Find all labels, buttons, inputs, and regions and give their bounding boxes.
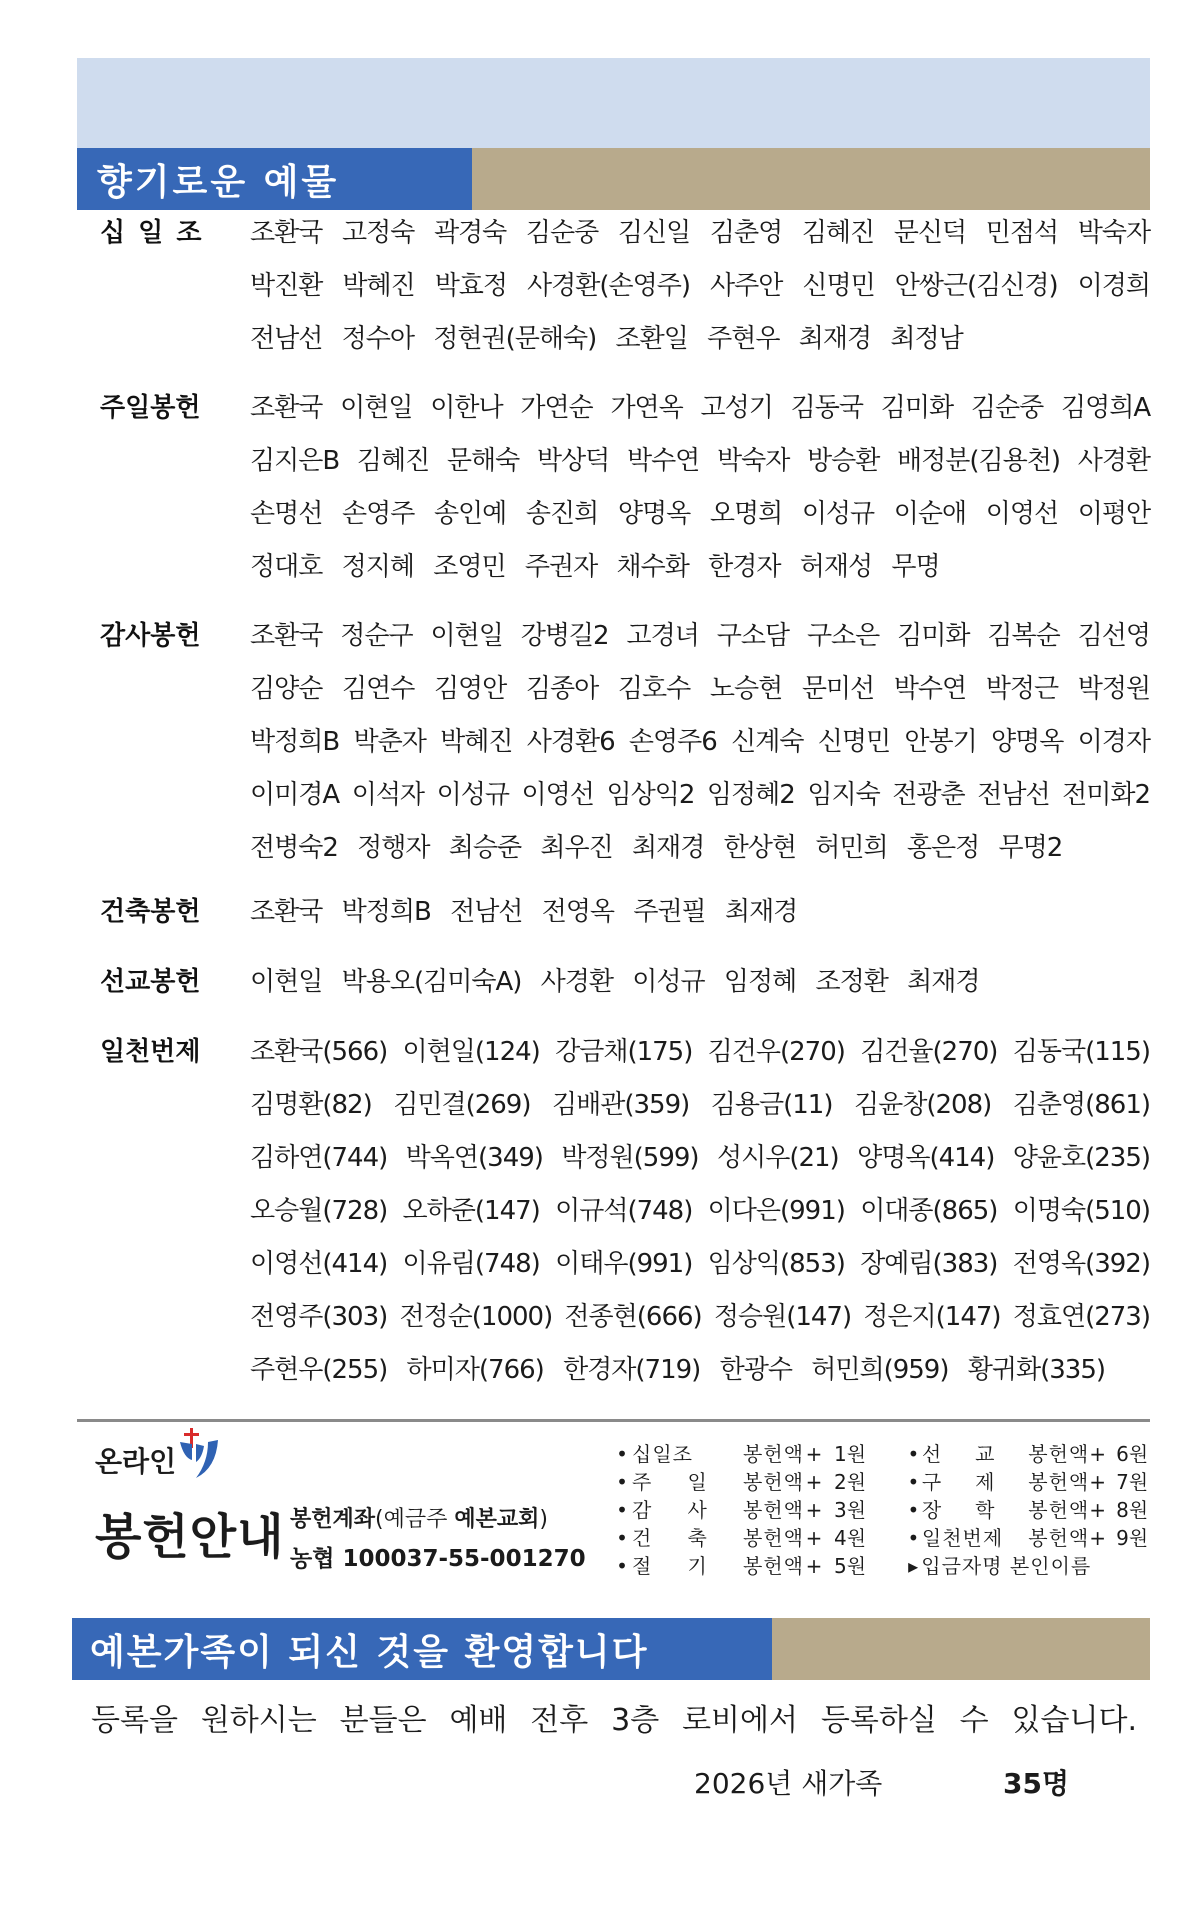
donor-name: 정효연(273)	[1012, 1302, 1150, 1332]
donor-name: 박정희B	[250, 727, 340, 757]
name-line	[250, 1238, 1150, 1291]
donor-name: 김건율(270)	[860, 1037, 998, 1067]
name-line	[250, 382, 1150, 435]
donor-name: 김영희A	[1060, 393, 1151, 423]
donor-name: 성시우(21)	[716, 1143, 839, 1173]
code-bullet: •	[907, 1470, 920, 1494]
offering-code-row	[905, 1440, 1155, 1468]
donor-name: 조환국(566)	[250, 1037, 388, 1067]
donor-name: 김배관(359)	[552, 1090, 690, 1120]
code-sep: +	[805, 1470, 823, 1494]
donor-name: 이성규	[632, 967, 705, 997]
donor-name: 김혜진	[356, 446, 430, 476]
code-name: 선 교 봉헌액	[921, 1442, 1090, 1466]
code-sep: +	[805, 1526, 823, 1550]
category-label: 주일봉헌	[100, 393, 201, 423]
code-sep: +	[1089, 1470, 1107, 1494]
donor-name: 이규석(748)	[555, 1196, 693, 1226]
church-logo-icon	[178, 1428, 220, 1480]
donor-name: 한상현	[723, 833, 797, 863]
offering-section-accent	[472, 148, 1150, 210]
code-name: 입금자명 본인이름	[921, 1554, 1092, 1578]
donor-name: 김복순	[987, 621, 1060, 651]
category-names	[250, 1026, 1150, 1397]
donor-name: 박정근	[985, 674, 1059, 704]
name-line	[250, 313, 1150, 366]
donor-name: 주권필	[633, 897, 706, 927]
offering-code-row	[905, 1552, 1155, 1580]
donor-name: 정대호	[250, 552, 323, 582]
welcome-section-accent	[772, 1618, 1150, 1680]
donor-name: 신계숙	[731, 727, 804, 757]
name-line	[250, 663, 1150, 716]
code-sep: +	[805, 1498, 823, 1522]
donor-name: 박진환	[250, 271, 323, 301]
donor-name: 정지혜	[341, 552, 414, 582]
donor-name: 양명옥	[617, 499, 691, 529]
donor-name: 김윤창(208)	[854, 1090, 992, 1120]
offering-codes-right	[905, 1440, 1155, 1580]
donor-name: 민점석	[985, 218, 1059, 248]
code-sep: +	[805, 1442, 823, 1466]
code-sep: +	[1089, 1526, 1107, 1550]
donor-name: 조환국	[250, 621, 323, 651]
account-label-main: 봉헌계좌	[290, 1507, 376, 1532]
donor-name: 김민결(269)	[393, 1090, 531, 1120]
category-names	[250, 886, 1150, 939]
donor-name: 박춘자	[353, 727, 426, 757]
code-sep: +	[1089, 1442, 1107, 1466]
new-family-count: 35명	[1003, 1767, 1070, 1800]
donor-name: 구소은	[806, 621, 880, 651]
name-line	[250, 1185, 1150, 1238]
donor-name: 이영선	[521, 780, 594, 810]
code-sep: +	[805, 1554, 823, 1578]
name-line	[250, 956, 1150, 1009]
name-line	[250, 769, 1150, 822]
donor-name: 정현권(문해숙)	[433, 324, 597, 354]
donor-name: 이명숙(510)	[1012, 1196, 1150, 1226]
name-line	[250, 886, 1150, 939]
donor-name: 조환국	[250, 897, 323, 927]
code-bullet: •	[616, 1526, 628, 1550]
donor-name: 박정원(599)	[561, 1143, 699, 1173]
donor-name: 박상덕	[536, 446, 610, 476]
donor-name: 강금채(175)	[555, 1037, 693, 1067]
donor-name: 정수아	[341, 324, 414, 354]
donor-name: 손영주6	[628, 727, 717, 757]
donor-name: 김영안	[433, 674, 507, 704]
donor-name: 이경희	[1077, 271, 1151, 301]
donor-name: 이다은(991)	[707, 1196, 845, 1226]
donor-name: 한경자	[708, 552, 781, 582]
donor-name: 손명선	[250, 499, 323, 529]
offering-code-row	[612, 1552, 912, 1580]
donor-name: 김하연(744)	[250, 1143, 388, 1173]
donor-name: 김양순	[250, 674, 323, 704]
code-won: 1원	[834, 1442, 867, 1466]
donor-name: 고경녀	[626, 621, 699, 651]
account-holder-name: 예본교회	[454, 1507, 540, 1532]
donor-name: 김명환(82)	[250, 1090, 372, 1120]
donor-name: 주권자	[524, 552, 598, 582]
code-name: 건 축 봉헌액	[632, 1526, 804, 1550]
new-family-label: 2026년 새가족	[694, 1767, 883, 1800]
donor-name: 노승현	[709, 674, 783, 704]
name-line	[250, 488, 1150, 541]
code-won: 4원	[834, 1526, 867, 1550]
donor-name: 배정분(김용천)	[897, 446, 1061, 476]
donor-name: 임지숙	[807, 780, 880, 810]
welcome-section-title: 예본가족이 되신 것을 환영합니다	[72, 1618, 772, 1680]
donor-name: 이미경A	[250, 780, 340, 810]
category-label: 십 일 조	[100, 218, 204, 248]
donor-name: 양윤호(235)	[1012, 1143, 1151, 1173]
donor-name: 이영선	[985, 499, 1059, 529]
donor-name: 송인예	[433, 499, 507, 529]
donor-name: 전영옥(392)	[1012, 1249, 1150, 1279]
code-name: 장 학 봉헌액	[921, 1498, 1090, 1522]
donor-name: 전미화2	[1062, 780, 1151, 810]
donor-name: 박숙자	[1077, 218, 1151, 248]
donor-name: 김호수	[617, 674, 691, 704]
donor-name: 박용오(김미숙A)	[341, 967, 522, 997]
registration-notice: 등록을 원하시는 분들은 예배 전후 3층 로비에서 등록하실 수 있습니다.	[91, 1703, 1137, 1738]
donor-name: 무명	[891, 552, 940, 582]
donor-name: 사경환	[540, 967, 614, 997]
donor-name: 한경자(719)	[563, 1355, 701, 1385]
name-line	[250, 541, 1150, 594]
donor-name: 김동국(115)	[1012, 1037, 1150, 1067]
donor-name: 김미화	[897, 621, 970, 651]
donor-name: 이영선(414)	[250, 1249, 388, 1279]
name-line	[250, 207, 1150, 260]
donor-name: 문미선	[801, 674, 875, 704]
code-name: 구 제 봉헌액	[921, 1470, 1090, 1494]
donor-name: 이평안	[1077, 499, 1151, 529]
donor-name: 김지은B	[250, 446, 340, 476]
online-label: 온라인	[95, 1445, 177, 1478]
donor-name: 전광춘	[892, 780, 965, 810]
donor-name: 오하준(147)	[402, 1196, 540, 1226]
offering-code-row	[612, 1440, 912, 1468]
donor-name: 최재경	[632, 833, 705, 863]
code-won: 6원	[1116, 1442, 1149, 1466]
code-won: 8원	[1116, 1498, 1149, 1522]
name-line	[250, 1344, 1150, 1397]
donor-name: 조환국	[250, 393, 323, 423]
code-bullet: •	[616, 1442, 628, 1466]
donor-name: 임상익(853)	[707, 1249, 845, 1279]
donor-name: 이경자	[1077, 727, 1151, 757]
code-bullet: •	[616, 1498, 628, 1522]
donor-name: 임정혜2	[706, 780, 795, 810]
name-line	[250, 435, 1150, 488]
offering-codes-left	[612, 1440, 912, 1580]
donor-name: 허민희	[815, 833, 888, 863]
donor-name: 이성규	[801, 499, 875, 529]
donor-name: 이태우(991)	[555, 1249, 693, 1279]
code-bullet: •	[907, 1442, 920, 1466]
code-won: 3원	[834, 1498, 867, 1522]
donor-name: 박수연	[893, 674, 967, 704]
donor-name: 하미자(766)	[406, 1355, 544, 1385]
donor-name: 최승준	[448, 833, 522, 863]
donor-name: 사경환(손영주)	[527, 271, 691, 301]
donor-name: 김순중	[525, 218, 599, 248]
category-label: 감사봉헌	[100, 621, 201, 651]
code-won: 7원	[1116, 1470, 1149, 1494]
donor-name: 이성규	[436, 780, 509, 810]
donor-name: 손영주	[341, 499, 415, 529]
donor-name: 가연순	[520, 393, 593, 423]
donor-name: 박옥연(349)	[405, 1143, 543, 1173]
donor-name: 김미화	[880, 393, 954, 423]
donor-name: 무명2	[998, 833, 1063, 863]
donor-name: 고정숙	[341, 218, 415, 248]
donor-name: 박숙자	[716, 446, 790, 476]
category-label: 선교봉헌	[100, 967, 201, 997]
code-bullet: •	[616, 1554, 628, 1578]
donor-name: 이현일	[340, 393, 413, 423]
code-bullet: •	[616, 1470, 628, 1494]
donor-name: 한광수	[719, 1355, 792, 1385]
account-holder-suffix: )	[539, 1507, 548, 1532]
code-bullet: ▸	[908, 1554, 919, 1578]
donor-name: 박정희B	[341, 897, 431, 927]
donor-name: 최재경	[724, 897, 798, 927]
donor-name: 이현일	[250, 967, 323, 997]
donor-name: 최정남	[890, 324, 963, 354]
name-line	[250, 610, 1150, 663]
donor-name: 허민희(959)	[811, 1355, 949, 1385]
donor-name: 전병숙2	[250, 833, 338, 863]
name-line	[250, 716, 1150, 769]
donor-name: 고성기	[700, 393, 773, 423]
donor-name: 전영주(303)	[250, 1302, 388, 1332]
donor-name: 조환국	[250, 218, 323, 248]
name-line	[250, 1026, 1150, 1079]
donor-name: 김춘영(861)	[1012, 1090, 1151, 1120]
donor-name: 김춘영	[709, 218, 783, 248]
offering-code-row	[612, 1496, 912, 1524]
category-label: 일천번제	[100, 1037, 201, 1067]
name-line	[250, 1291, 1150, 1344]
welcome-section-header	[72, 1618, 1150, 1680]
name-line	[250, 1132, 1150, 1185]
name-line	[250, 1079, 1150, 1132]
donor-name: 신명민	[817, 727, 891, 757]
code-name: 감 사 봉헌액	[632, 1498, 804, 1522]
donor-name: 황귀화(335)	[967, 1355, 1106, 1385]
donor-name: 조정환	[815, 967, 888, 997]
donor-name: 신명민	[802, 271, 875, 301]
donor-name: 주현우	[707, 324, 780, 354]
donor-name: 김동국	[790, 393, 864, 423]
donor-name: 양명옥	[991, 727, 1064, 757]
header-band	[77, 58, 1150, 148]
name-line	[250, 822, 1150, 875]
donor-name: 전정순(1000)	[399, 1302, 553, 1332]
donor-name: 이현일	[430, 621, 503, 651]
section-divider	[77, 1419, 1150, 1422]
donor-name: 이석자	[351, 780, 425, 810]
donor-name: 장예림(383)	[860, 1249, 998, 1279]
name-line	[250, 260, 1150, 313]
donor-name: 조환일	[615, 324, 688, 354]
donor-name: 오명희	[709, 499, 783, 529]
code-won: 9원	[1116, 1526, 1149, 1550]
offering-section-header	[77, 148, 1150, 210]
donor-name: 정순구	[340, 621, 413, 651]
donor-name: 홍은정	[906, 833, 980, 863]
donor-name: 방승환	[807, 446, 880, 476]
offering-guide-title: 봉헌안내	[95, 1509, 285, 1565]
code-won: 5원	[834, 1554, 867, 1578]
offering-code-row	[612, 1524, 912, 1552]
donor-name: 주현우(255)	[250, 1355, 388, 1385]
donor-name: 김신일	[617, 218, 691, 248]
donor-name: 양명옥(414)	[857, 1143, 995, 1173]
donor-name: 구소담	[716, 621, 790, 651]
donor-name: 문신덕	[893, 218, 967, 248]
donor-name: 송진희	[525, 499, 599, 529]
offering-code-row	[905, 1524, 1155, 1552]
donor-name: 박혜진	[342, 271, 415, 301]
account-label	[290, 1502, 548, 1533]
donor-name: 이현일(124)	[402, 1037, 540, 1067]
category-names	[250, 956, 1150, 1009]
donor-name: 이순애	[893, 499, 967, 529]
donor-name: 박혜진	[440, 727, 513, 757]
code-name: 주 일 봉헌액	[632, 1470, 804, 1494]
donor-name: 임상익2	[606, 780, 695, 810]
offering-code-row	[612, 1468, 912, 1496]
donor-name: 김선영	[1077, 621, 1150, 651]
code-won: 2원	[834, 1470, 867, 1494]
code-name: 절 기 봉헌액	[632, 1554, 804, 1578]
code-sep: +	[1089, 1498, 1107, 1522]
donor-name: 이한나	[430, 393, 503, 423]
donor-name: 전남선	[977, 780, 1050, 810]
donor-name: 오승월(728)	[250, 1196, 388, 1226]
donor-name: 사경환	[1077, 446, 1151, 476]
donor-name: 김용금(11)	[710, 1090, 833, 1120]
code-name: 일천번제 봉헌액	[921, 1526, 1090, 1550]
donor-name: 사경환6	[526, 727, 615, 757]
donor-name: 안봉기	[904, 727, 977, 757]
donor-name: 이대종(865)	[860, 1196, 998, 1226]
donor-name: 김혜진	[801, 218, 875, 248]
donor-name: 임정혜	[723, 967, 797, 997]
category-names	[250, 382, 1150, 594]
donor-name: 김종아	[525, 674, 599, 704]
donor-name: 정승원(147)	[713, 1302, 852, 1332]
donor-name: 박수연	[626, 446, 700, 476]
donor-name: 문해숙	[446, 446, 520, 476]
donor-name: 정은지(147)	[863, 1302, 1001, 1332]
code-name: 십일조 봉헌액	[632, 1442, 804, 1466]
donor-name: 강병길2	[520, 621, 609, 651]
donor-name: 안쌍근(김신경)	[894, 271, 1058, 301]
donor-name: 채수화	[616, 552, 689, 582]
donor-name: 정행자	[357, 833, 430, 863]
donor-name: 박정원	[1077, 674, 1151, 704]
donor-name: 최우진	[540, 833, 613, 863]
donor-name: 김순중	[970, 393, 1044, 423]
category-names	[250, 207, 1150, 366]
offering-code-row	[905, 1496, 1155, 1524]
donor-name: 사주안	[710, 271, 783, 301]
donor-name: 곽경숙	[433, 218, 507, 248]
donor-name: 전남선	[450, 897, 523, 927]
donor-name: 박효정	[434, 271, 508, 301]
donor-name: 전영옥	[541, 897, 615, 927]
donor-name: 최재경	[907, 967, 980, 997]
donor-name: 조영민	[433, 552, 506, 582]
donor-name: 이유림(748)	[402, 1249, 540, 1279]
category-label: 건축봉헌	[100, 897, 201, 927]
offering-code-row	[905, 1468, 1155, 1496]
donor-name: 김건우(270)	[707, 1037, 845, 1067]
donor-name: 허재성	[799, 552, 873, 582]
donor-name: 김연수	[341, 674, 415, 704]
offering-section-title: 향기로운 예물	[77, 148, 472, 210]
code-bullet: •	[907, 1498, 920, 1522]
account-number: 농협 100037-55-001270	[290, 1546, 586, 1572]
donor-name: 전남선	[250, 324, 323, 354]
donor-name: 최재경	[798, 324, 872, 354]
code-bullet: •	[907, 1526, 920, 1550]
donor-name: 가연옥	[610, 393, 683, 423]
donor-name: 전종현(666)	[564, 1302, 702, 1332]
category-names	[250, 610, 1150, 875]
account-holder-prefix: (예금주	[375, 1507, 455, 1532]
